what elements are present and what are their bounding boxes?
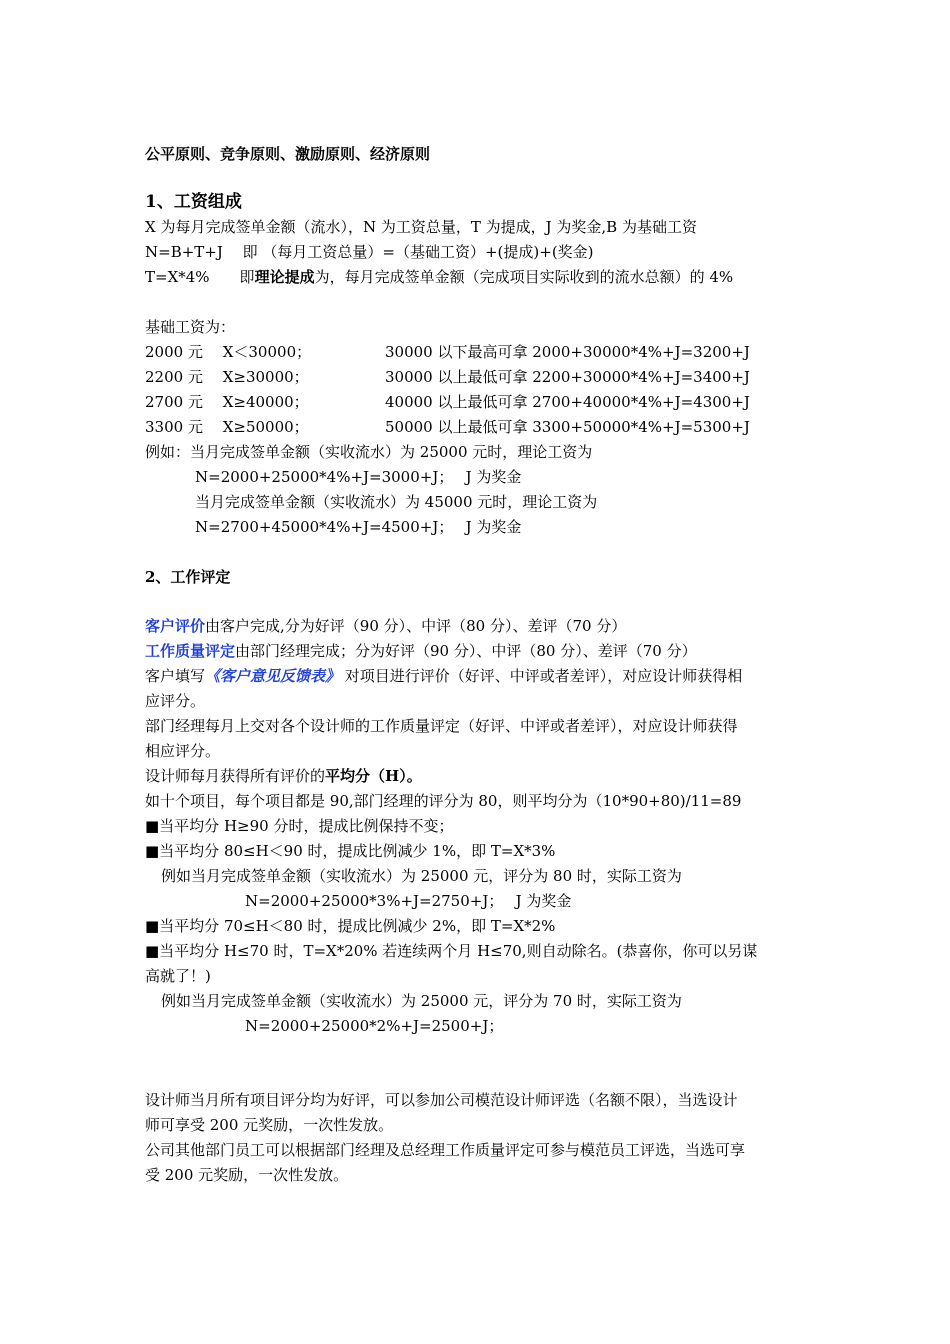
employee-award-line: 公司其他部门员工可以根据部门经理及总经理工作质量评定可参与模范员工评选，当选可享 [145,1141,746,1159]
example-line: N=2000+25000*4%+J=3000+J； J 为奖金 [195,468,522,486]
section-2-heading: 2、工作评定 [145,568,231,586]
base-row-result: 30000 以下最高可拿 2000+30000*4%+J=3200+J [385,343,750,361]
manager-evaluation-line-cont: 相应评分。 [145,742,221,760]
section-1-heading: 1、工资组成 [145,192,242,212]
example-line: N=2700+45000*4%+J=4500+J； J 为奖金 [195,518,522,536]
designer-award-line-cont: 师可享受 200 元奖励，一次性发放。 [145,1116,394,1134]
formula-t-line [145,267,733,287]
quality-evaluation-desc: 由部门经理完成；分为好评（90 分）、中评（80 分）、差评（70 分） [235,642,697,660]
base-row-result: 30000 以上最低可拿 2200+30000*4%+J=3400+J [385,368,750,386]
base-row-result: 40000 以上最低可拿 2700+40000*4%+J=4300+J [385,393,750,411]
rule-example: N=2000+25000*2%+J=2500+J； [245,1017,504,1035]
rule-item: ■当平均分 70≤H＜80 时，提成比例减少 2%，即 T=X*2% [145,917,556,935]
feedback-form-title: 《客户意见反馈表》 [205,667,341,685]
formula-n-line: N=B+T+J 即 （每月工资总量）=（基础工资）+(提成)+(奖金) [145,243,594,261]
quality-evaluation-line [145,641,697,661]
rule-example: 例如当月完成签单金额（实收流水）为 25000 元，评分为 80 时，实际工资为 [161,867,682,885]
designer-award-line: 设计师当月所有项目评分均为好评，可以参加公司模范设计师评选（名额不限），当选设计 [145,1091,738,1109]
rule-item: ■当平均分 H≥90 分时，提成比例保持不变； [145,817,454,835]
rule-item: ■当平均分 80≤H＜90 时，提成比例减少 1%，即 T=X*3% [145,842,556,860]
principles-line: 公平原则、竞争原则、激励原则、经济原则 [145,145,431,163]
rule-item-cont: 高就了！) [145,967,211,985]
customer-evaluation-line [145,616,626,636]
base-row [145,417,750,437]
base-row [145,367,750,387]
rule-example: N=2000+25000*3%+J=2750+J； J 为奖金 [245,892,572,910]
definition-line: X 为每月完成签单金额（流水），N 为工资总量，T 为提成，J 为奖金,B 为基础工资 [145,218,697,236]
rule-example: 例如当月完成签单金额（实收流水）为 25000 元，评分为 70 时，实际工资为 [161,992,682,1010]
average-score-text: 设计师每月获得所有评价的 [145,767,326,785]
quality-evaluation-term: 工作质量评定 [145,642,236,660]
employee-award-line-cont: 受 200 元奖励，一次性发放。 [145,1166,349,1184]
formula-t-text: T=X*4% 即 [145,268,255,286]
base-row [145,342,750,362]
base-row-result: 50000 以上最低可拿 3300+50000*4%+J=5300+J [385,418,750,436]
feedback-form-line-cont: 应评分。 [145,692,206,710]
base-row-condition: 2200 元 X≥30000； [145,368,309,386]
base-salary-title: 基础工资为： [145,318,236,336]
average-score-line [145,766,422,786]
base-row-condition: 3300 元 X≥50000； [145,418,309,436]
base-row-condition: 2000 元 X＜30000； [145,343,312,361]
formula-t-desc: 为，每月完成签单金额（完成项目实际收到的流水总额）的 4% [314,268,734,286]
theory-commission-term: 理论提成 [254,268,315,286]
example-line: 例如：当月完成签单金额（实收流水）为 25000 元时，理论工资为 [145,443,593,461]
customer-evaluation-desc: 由客户完成,分为好评（90 分）、中评（80 分）、差评（70 分） [205,617,627,635]
feedback-text: 客户填写 [145,667,206,685]
base-row-condition: 2700 元 X≥40000； [145,393,309,411]
example-line: 当月完成签单金额（实收流水）为 45000 元时，理论工资为 [195,493,598,511]
customer-evaluation-term: 客户评价 [145,617,206,635]
feedback-text: 对项目进行评价（好评、中评或者差评），对应设计师获得相 [340,667,743,685]
manager-evaluation-line: 部门经理每月上交对各个设计师的工作质量评定（好评、中评或者差评），对应设计师获得 [145,717,738,735]
average-score-term: 平均分（H）。 [325,767,422,785]
rule-item: ■当平均分 H≤70 时，T=X*20% 若连续两个月 H≤70,则自动除名。(恭喜你，你可以另谋 [145,942,758,960]
base-row [145,392,750,412]
feedback-form-line [145,666,742,686]
average-example-line: 如十个项目，每个项目都是 90,部门经理的评分为 80，则平均分为（10*90+80)/11=89 [145,792,742,810]
